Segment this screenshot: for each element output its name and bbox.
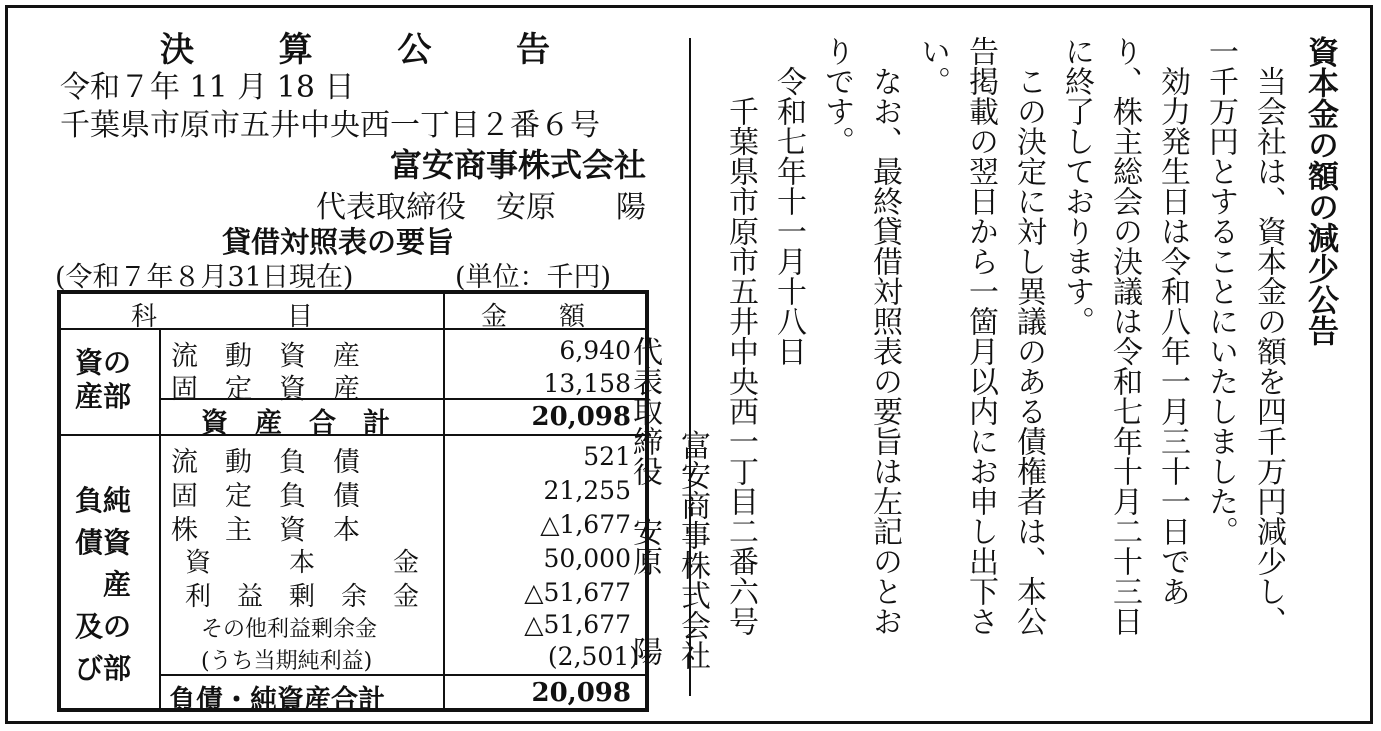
notice-date-vertical: 令和七年十一月十八日 xyxy=(771,66,806,366)
liability-row-label: 資 本 金 xyxy=(185,548,420,578)
assets-section-label xyxy=(75,346,131,414)
asset-row-value: 13,158 xyxy=(543,369,631,398)
liabilities-total-value: 20,098 xyxy=(531,678,631,708)
liability-row-label: (うち当期純利益) xyxy=(201,649,373,674)
section-label-line: 債資 xyxy=(75,526,132,559)
section-label-line: 産 xyxy=(103,568,132,601)
liability-row-label: その他利益剰余金 xyxy=(201,617,378,642)
header-item: 科 目 xyxy=(131,302,314,332)
asset-row-label: 流 動 資 産 xyxy=(171,341,360,372)
title-char: 算 xyxy=(278,30,313,70)
liability-row-value: 50,000 xyxy=(543,544,631,573)
asset-row-label: 固 定 資 産 xyxy=(171,374,360,405)
section-label-line: 及の xyxy=(75,610,132,643)
balance-sheet-table xyxy=(57,290,649,716)
representative: 代表取締役 安原 陽 xyxy=(316,190,646,225)
section-label-line: び部 xyxy=(75,652,132,685)
title-char: 決 xyxy=(160,30,194,70)
notice-text-column: この決定に対し異議のある債権者は、本公 xyxy=(1011,66,1046,636)
notice-text-column: 告掲載の翌日から一箇月以内にお申し出下さ xyxy=(963,36,998,636)
address-vertical: 千葉県市原市五井中央西一丁目二番六号 xyxy=(723,96,758,636)
section-label-line: 資の xyxy=(75,346,132,379)
balance-sheet-title: 貸借対照表の要旨 xyxy=(222,225,455,259)
liability-row-label: 流 動 負 債 xyxy=(171,447,360,478)
assets-total-value: 20,098 xyxy=(531,402,631,432)
liability-row-value: (2,501) xyxy=(547,642,639,671)
notice-text-column: に終了しております。 xyxy=(1059,36,1094,336)
notice-date: 令和７年 11 月 18 日 xyxy=(60,70,355,105)
notice-text-column: 効力発生日は令和八年一月三十一日であ xyxy=(1155,66,1190,606)
liabilities-total-label: 負債・純資産合計 xyxy=(169,685,385,716)
notice-text-column: い。 xyxy=(915,36,950,96)
section-label-line: 負純 xyxy=(75,484,132,517)
company-name: 富安商事株式会社 xyxy=(389,146,646,184)
company-name-vertical: 富安商事株式会社 xyxy=(675,430,710,670)
amount-column-rule xyxy=(443,294,445,708)
asset-row-value: 6,940 xyxy=(559,336,631,365)
assets-total-label: 資 産 合 計 xyxy=(201,408,390,439)
unit-label: (単位：千円) xyxy=(455,262,612,293)
liability-row-value: △51,677 xyxy=(524,610,631,639)
capital-reduction-title: 資本金の額の減少公告 xyxy=(1302,36,1338,346)
notice-text-column: り、株主総会の決議は令和七年十月二十三日 xyxy=(1107,36,1142,636)
title-char: 公 xyxy=(397,30,432,70)
liability-row-value: 521 xyxy=(583,442,631,471)
as-of-date: (令和７年８月31日現在) xyxy=(55,262,354,293)
liability-row-label: 利 益 剰 余 金 xyxy=(185,582,420,612)
notice-text-column: 当会社は、資本金の額を四千万円減少し、 xyxy=(1251,66,1286,636)
liabilities-section-label xyxy=(75,480,131,690)
title-char: 告 xyxy=(515,30,550,70)
notice-text-column: りです。 xyxy=(819,36,854,156)
section-column-rule xyxy=(159,328,161,708)
liability-row-value: △1,677 xyxy=(540,510,631,539)
header-amount: 金 額 xyxy=(481,302,586,332)
liability-row-label: 株 主 資 本 xyxy=(171,515,360,546)
representative-vertical: 代表取締役 安原 陽 xyxy=(627,336,662,666)
liability-row-value: △51,677 xyxy=(524,578,631,607)
notice-text-column: 一千万円とすることにいたしました。 xyxy=(1203,36,1238,546)
liability-row-label: 固 定 負 債 xyxy=(171,481,360,512)
notice-text-column: なお、最終貸借対照表の要旨は左記のとお xyxy=(867,66,902,636)
liability-row-value: 21,255 xyxy=(543,476,631,505)
section-label-line: 産部 xyxy=(75,380,132,413)
company-address: 千葉県市原市五井中央西一丁目２番６号 xyxy=(60,108,600,143)
